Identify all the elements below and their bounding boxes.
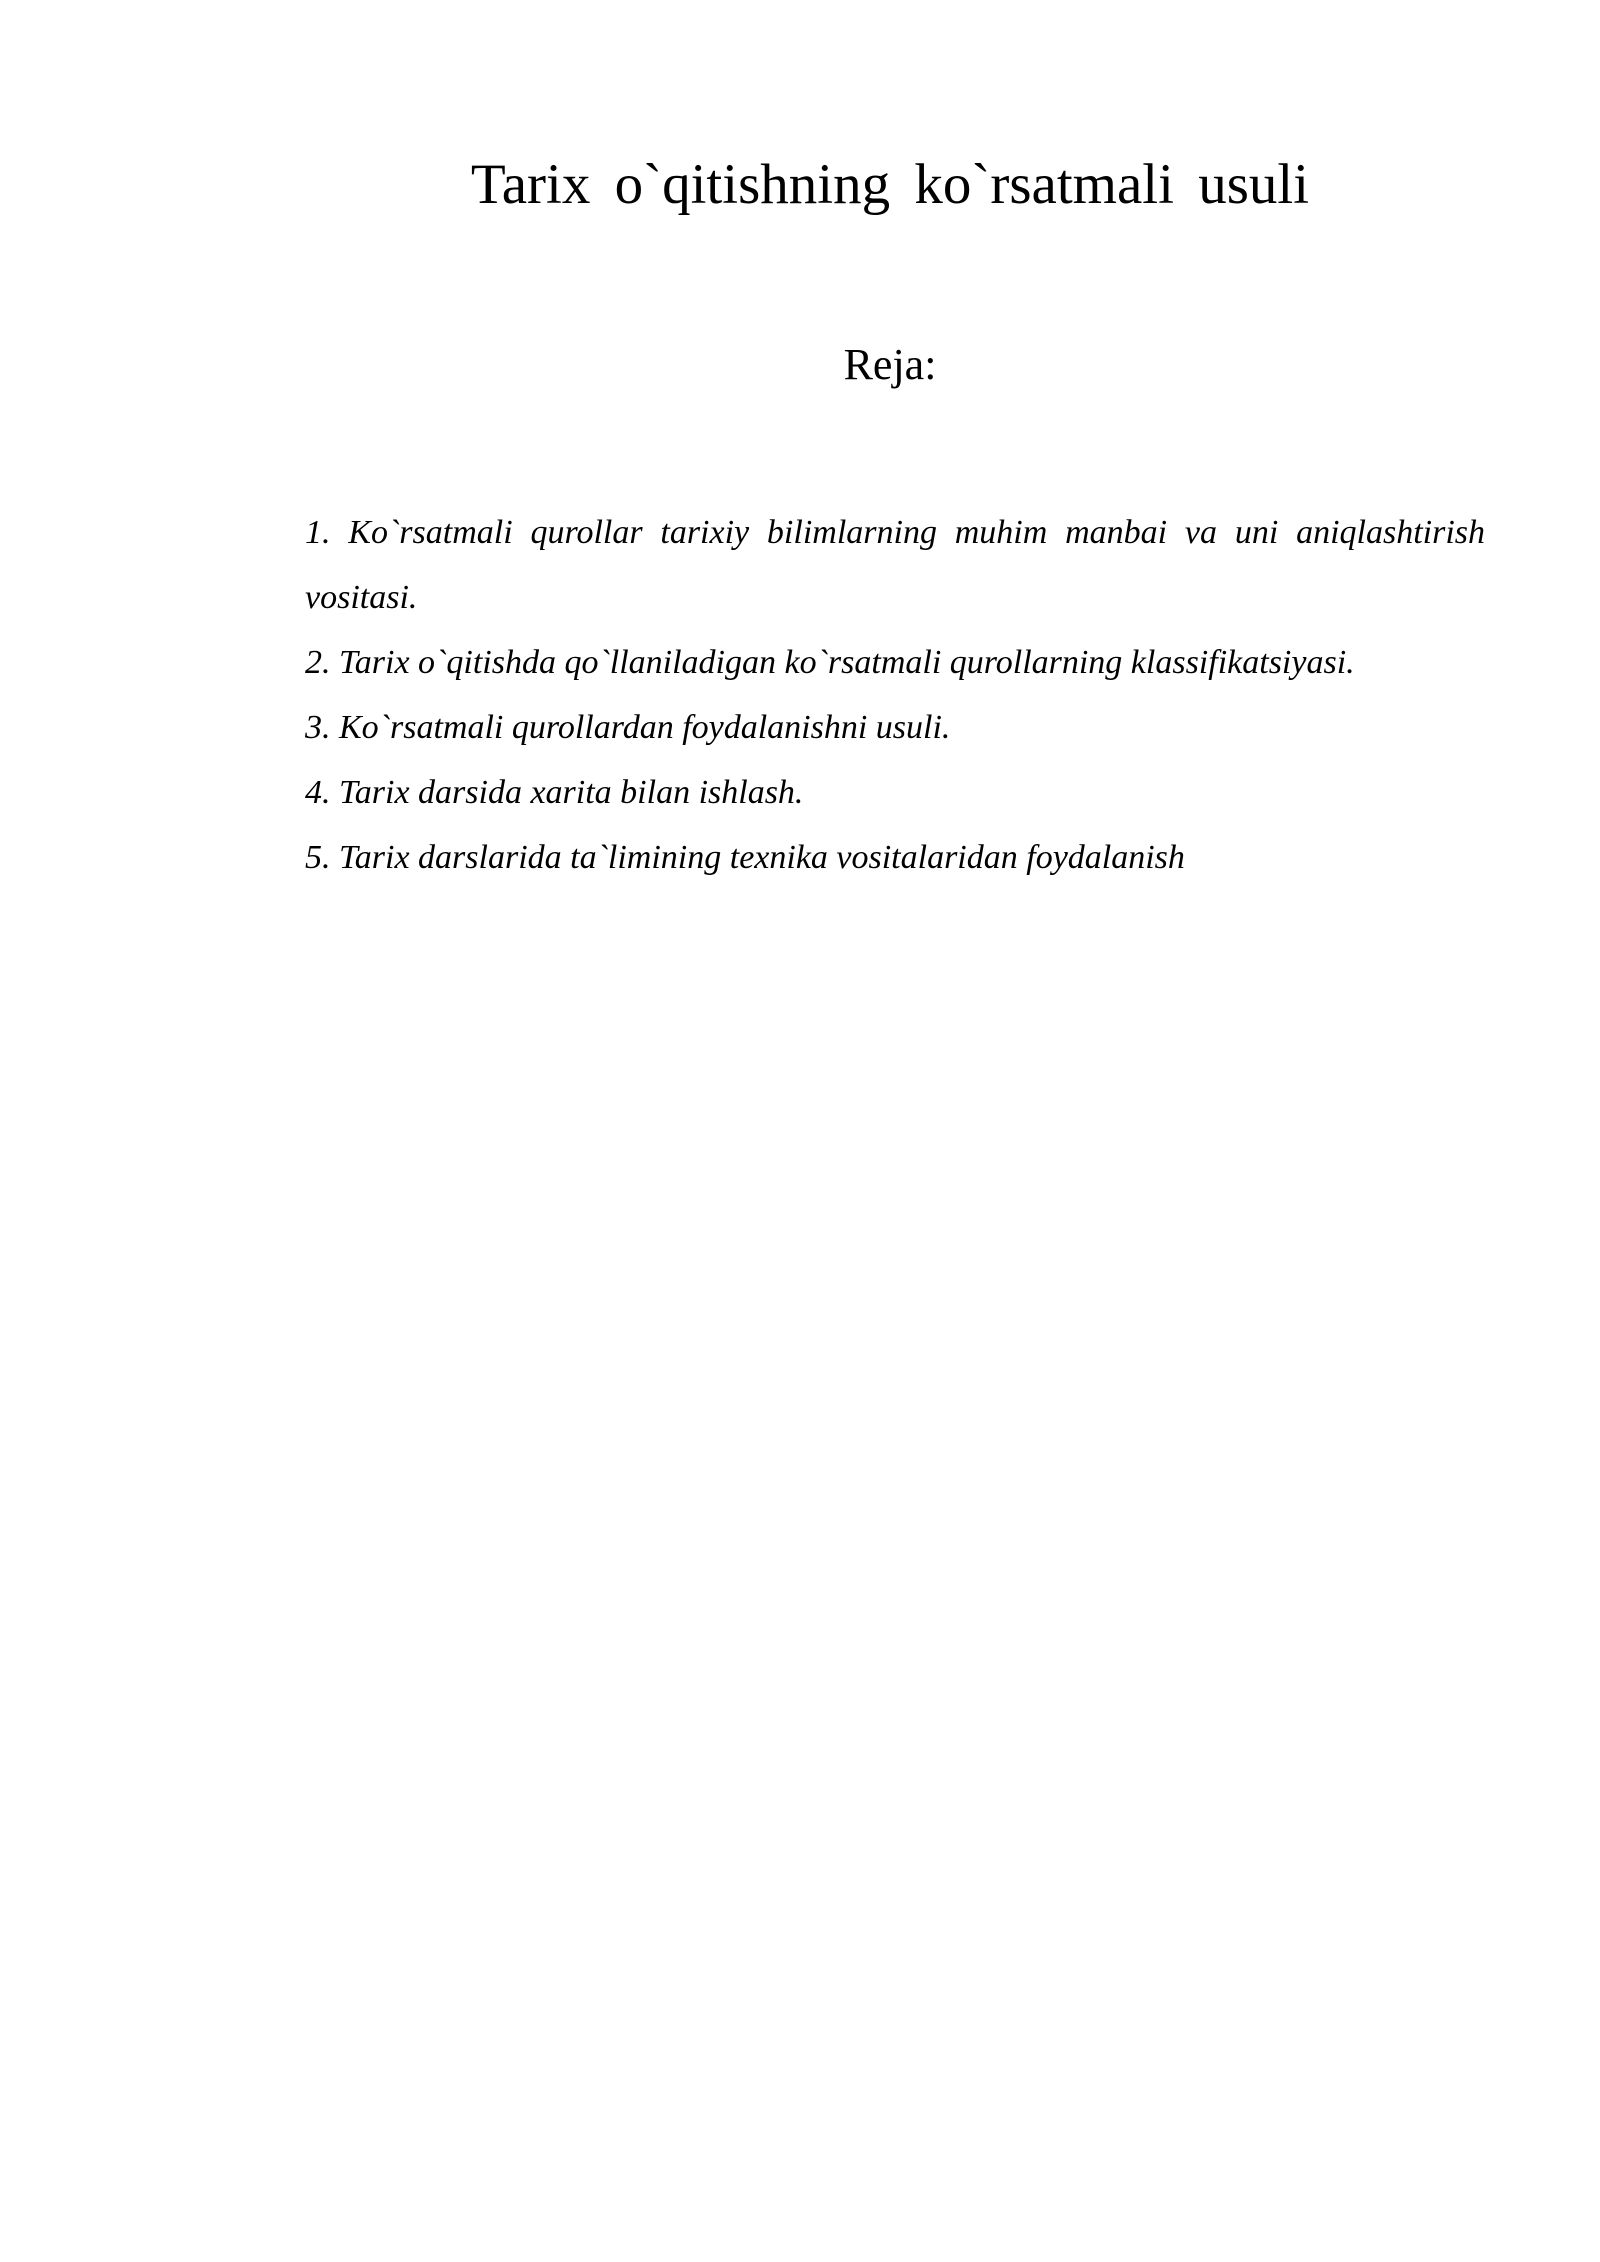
plan-heading: Reja: xyxy=(843,340,937,389)
plan-item: 2. Tarix o`qitishda qo`llaniladigan ko`rsatmali qurollarning klassifikatsiyasi. xyxy=(305,644,1355,681)
plan-item: 5. Tarix darslarida ta`limining texnika vositalaridan foydalanish xyxy=(305,839,1185,876)
plan-list xyxy=(305,500,1485,890)
plan-item: 3. Ko`rsatmali qurollardan foydalanishni usuli. xyxy=(305,709,951,746)
plan-item: 4. Tarix darsida xarita bilan ishlash. xyxy=(305,774,804,811)
page-title: Tarix o`qitishning ko`rsatmali usuli xyxy=(470,153,1310,216)
plan-item: 1. Ko`rsatmali qurollar tarixiy bilimlarning muhim manbai va uni aniqlashtirish vositasi. xyxy=(305,514,1485,616)
